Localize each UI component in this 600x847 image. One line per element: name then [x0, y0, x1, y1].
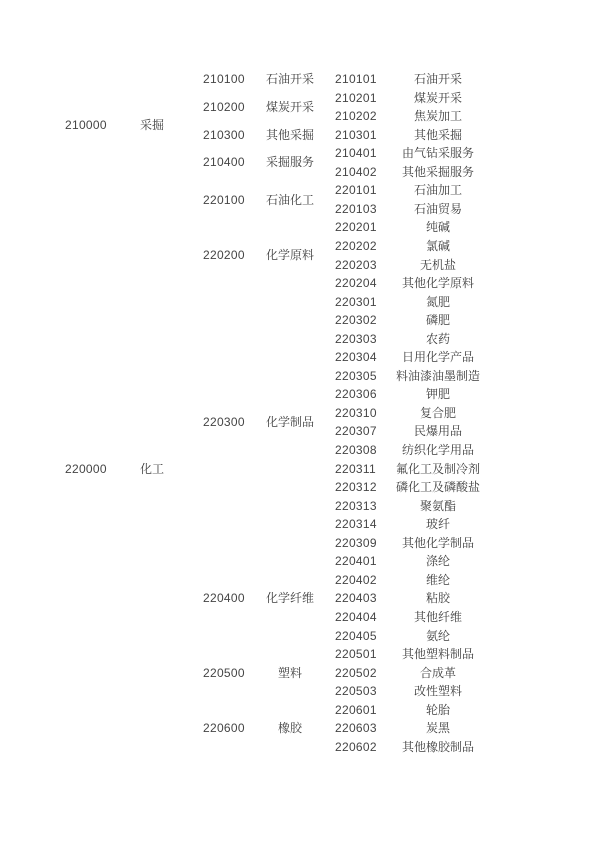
level1-name: 采掘	[140, 118, 165, 132]
level3-code: 210201	[335, 91, 377, 105]
level3-name: 焦炭加工	[413, 109, 462, 123]
level3-code: 220312	[335, 480, 377, 494]
level3-code: 220309	[335, 536, 377, 550]
level2-code: 220400	[203, 591, 245, 605]
level2-code: 210400	[203, 155, 245, 169]
level3-code: 220503	[335, 684, 377, 698]
level3-name: 石油加工	[413, 183, 462, 197]
level2-name: 化学纤维	[265, 591, 314, 605]
level1-code: 210000	[65, 118, 107, 132]
level3-name: 钾肥	[425, 387, 450, 401]
level3-name: 氮肥	[425, 295, 450, 309]
level2-name: 塑料	[277, 666, 302, 680]
level3-name: 氯碱	[425, 239, 450, 253]
level3-code: 220307	[335, 424, 377, 438]
level3-name: 石油贸易	[413, 202, 462, 216]
level3-code: 220401	[335, 554, 377, 568]
level3-name: 磷肥	[425, 313, 450, 327]
level3-name: 磷化工及磷酸盐	[395, 480, 480, 494]
level3-code: 220502	[335, 666, 377, 680]
level3-code: 220403	[335, 591, 377, 605]
level3-code: 210301	[335, 128, 377, 142]
level1-code: 220000	[65, 462, 107, 476]
level3-code: 210402	[335, 165, 377, 179]
level3-code: 220201	[335, 220, 377, 234]
level2-code: 220100	[203, 193, 245, 207]
level3-name: 农药	[425, 332, 450, 346]
level3-code: 220304	[335, 350, 377, 364]
level3-code: 220204	[335, 276, 377, 290]
level2-name: 化学制品	[265, 415, 314, 429]
level2-name: 采掘服务	[265, 155, 314, 169]
level3-code: 220601	[335, 703, 377, 717]
level2-code: 220600	[203, 721, 245, 735]
level3-name: 料油漆油墨制造	[395, 369, 480, 383]
level3-name: 维纶	[425, 573, 450, 587]
level3-code: 220301	[335, 295, 377, 309]
level3-name: 纺织化学用品	[401, 443, 474, 457]
level3-name: 炭黑	[425, 721, 450, 735]
level3-code: 210101	[335, 72, 377, 86]
level3-name: 其他纤维	[413, 610, 462, 624]
level3-name: 由气钻采服务	[401, 146, 474, 160]
level3-name: 轮胎	[425, 703, 450, 717]
level2-code: 220500	[203, 666, 245, 680]
level3-code: 220602	[335, 740, 377, 754]
level1-name: 化工	[140, 462, 165, 476]
level3-name: 复合肥	[419, 406, 456, 420]
level3-name: 煤炭开采	[413, 91, 462, 105]
level3-name: 其他化学制品	[401, 536, 474, 550]
level3-name: 其他塑料制品	[401, 647, 474, 661]
level3-name: 氨纶	[425, 629, 450, 643]
level3-name: 日用化学产品	[401, 350, 474, 364]
level3-code: 210202	[335, 109, 377, 123]
level3-name: 无机盐	[419, 258, 456, 272]
level3-name: 其他橡胶制品	[401, 740, 474, 754]
level3-code: 220103	[335, 202, 377, 216]
level3-code: 220314	[335, 517, 377, 531]
level2-name: 煤炭开采	[265, 100, 314, 114]
level3-code: 220310	[335, 406, 377, 420]
level2-name: 化学原料	[265, 248, 314, 262]
level3-code: 220308	[335, 443, 377, 457]
level3-name: 石油开采	[413, 72, 462, 86]
level3-code: 220303	[335, 332, 377, 346]
level3-code: 220306	[335, 387, 377, 401]
level3-code: 220402	[335, 573, 377, 587]
level3-name: 民爆用品	[413, 424, 462, 438]
level3-name: 其他采掘服务	[401, 165, 474, 179]
level2-name: 其他采掘	[265, 128, 314, 142]
level2-code: 210200	[203, 100, 245, 114]
level2-name: 橡胶	[277, 721, 302, 735]
level2-name: 石油化工	[265, 193, 314, 207]
level3-name: 合成革	[419, 666, 456, 680]
level3-code: 220311	[335, 462, 376, 476]
level2-name: 石油开采	[265, 72, 314, 86]
level3-name: 玻纤	[425, 517, 450, 531]
level3-code: 220603	[335, 721, 377, 735]
level3-name: 改性塑料	[413, 684, 462, 698]
level3-code: 220405	[335, 629, 377, 643]
level3-code: 220313	[335, 499, 377, 513]
level3-code: 220203	[335, 258, 377, 272]
level3-name: 氟化工及制冷剂	[395, 462, 480, 476]
level3-name: 其他化学原料	[401, 276, 474, 290]
level2-code: 220300	[203, 415, 245, 429]
level3-code: 220404	[335, 610, 377, 624]
level3-code: 220202	[335, 239, 377, 253]
level3-code: 210401	[335, 146, 377, 160]
level2-code: 210100	[203, 72, 245, 86]
level3-name: 涤纶	[425, 554, 450, 568]
level3-code: 220305	[335, 369, 377, 383]
level3-name: 聚氨酯	[419, 499, 456, 513]
level3-name: 其他采掘	[413, 128, 462, 142]
level3-code: 220302	[335, 313, 377, 327]
level3-name: 粘胶	[425, 591, 450, 605]
level2-code: 220200	[203, 248, 245, 262]
level3-name: 纯碱	[425, 220, 450, 234]
level2-code: 210300	[203, 128, 245, 142]
level3-code: 220101	[335, 183, 377, 197]
level3-code: 220501	[335, 647, 377, 661]
